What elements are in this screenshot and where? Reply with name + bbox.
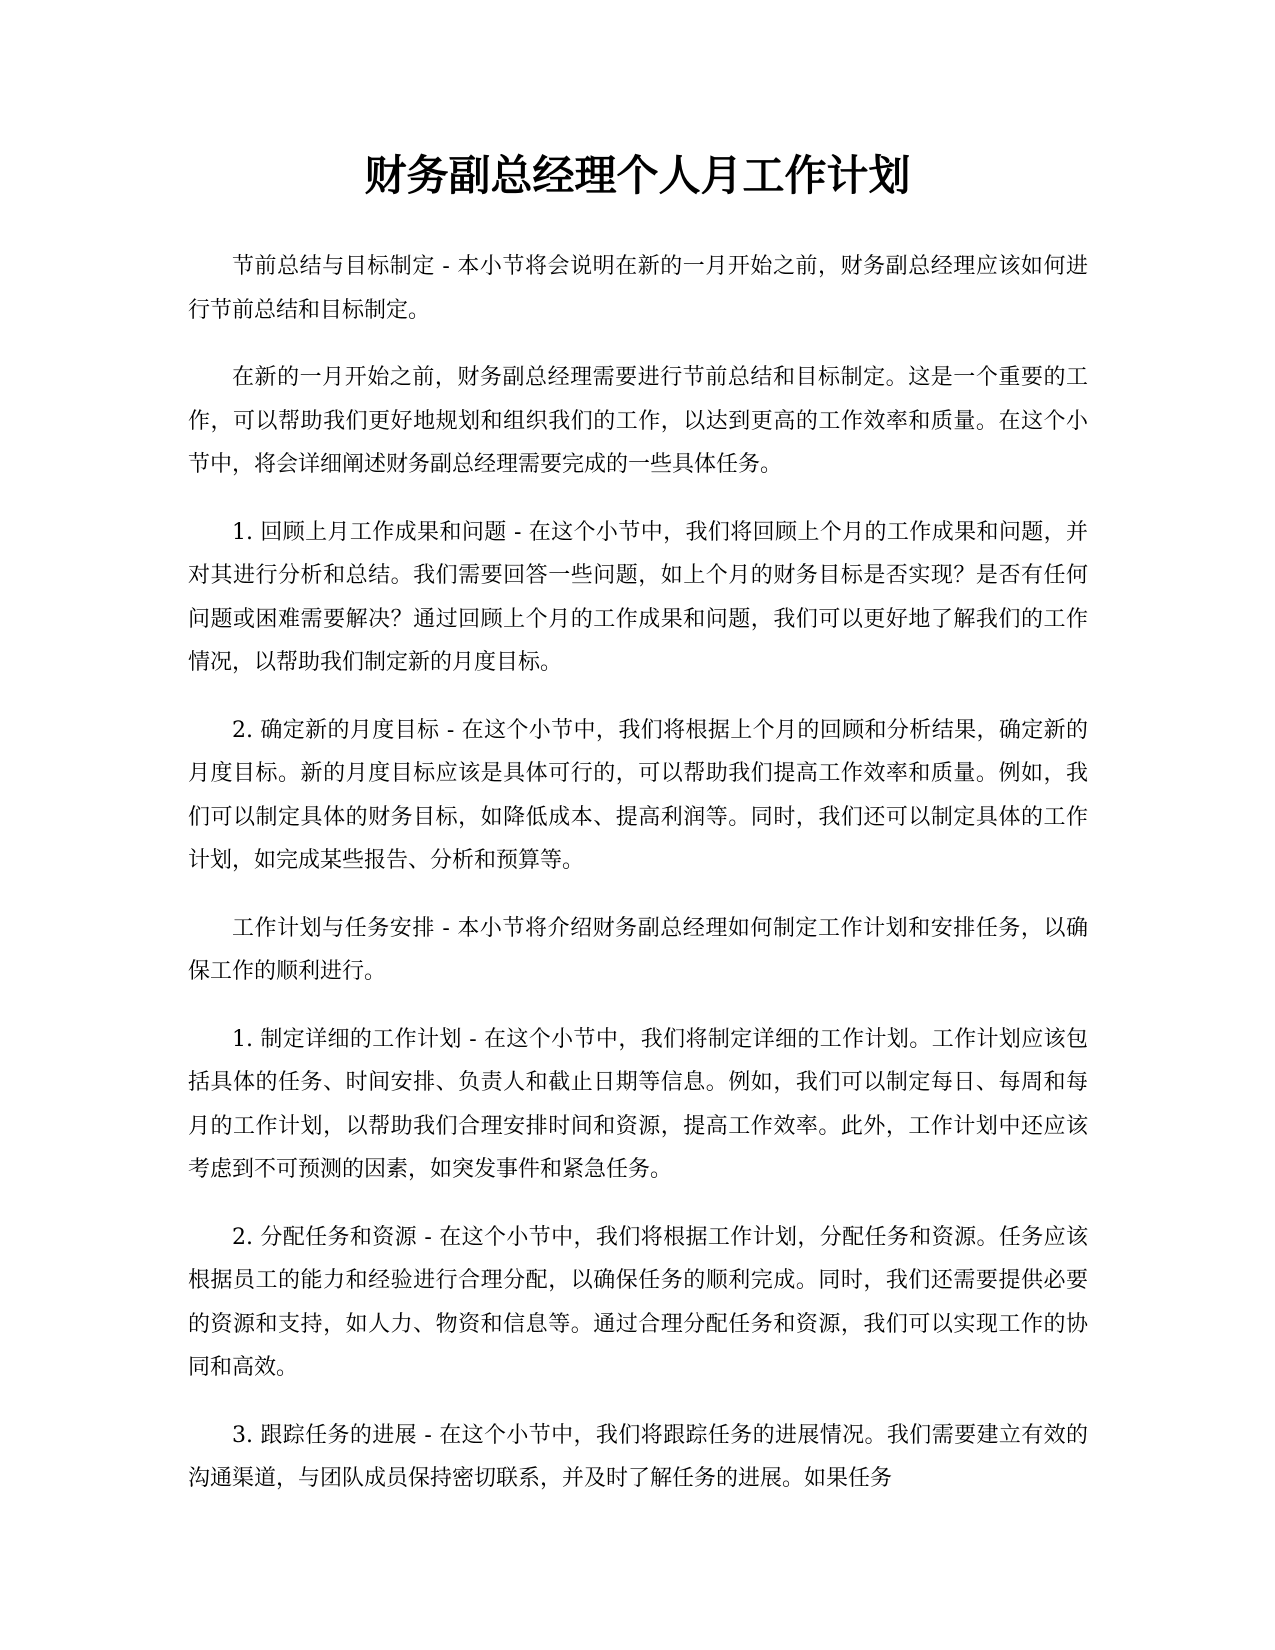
paragraph-assign-tasks: 2. 分配任务和资源 - 在这个小节中，我们将根据工作计划，分配任务和资源。任务应该根据员工的能力和经验进行合理分配，以确保任务的顺利完成。同时，我们还需要提供必要的资源和支持，如人力、物资和信息等。通过合理分配任务和资源，我们可以实现工作的协同和高效。 xyxy=(188,1224,1088,1380)
document-title: 财务副总经理个人月工作计划 xyxy=(364,151,911,200)
paragraph-review-last-month: 1. 回顾上月工作成果和问题 - 在这个小节中，我们将回顾上个月的工作成果和问题，并对其进行分析和总结。我们需要回答一些问题，如上个月的财务目标是否实现？是否有任何问题或困难需要解决？通过回顾上个月的工作成果和问题，我们可以更好地了解我们的工作情况，以帮助我们制定新的月度目标。 xyxy=(188,519,1088,675)
paragraph-plan-intro: 工作计划与任务安排 - 本小节将介绍财务副总经理如何制定工作计划和安排任务，以确保工作的顺利进行。 xyxy=(188,915,1088,984)
paragraph-detailed-plan: 1. 制定详细的工作计划 - 在这个小节中，我们将制定详细的工作计划。工作计划应该包括具体的任务、时间安排、负责人和截止日期等信息。例如，我们可以制定每日、每周和每月的工作计划，以帮助我们合理安排时间和资源，提高工作效率。此外，工作计划中还应该考虑到不可预测的因素，如突发事件和紧急任务。 xyxy=(188,1026,1088,1182)
document-body xyxy=(188,245,1088,1525)
paragraph-summary-detail: 在新的一月开始之前，财务副总经理需要进行节前总结和目标制定。这是一个重要的工作，可以帮助我们更好地规划和组织我们的工作，以达到更高的工作效率和质量。在这个小节中，将会详细阐述财务副总经理需要完成的一些具体任务。 xyxy=(188,365,1088,477)
paragraph-summary-intro: 节前总结与目标制定 - 本小节将会说明在新的一月开始之前，财务副总经理应该如何进行节前总结和目标制定。 xyxy=(188,254,1088,323)
paragraph-track-progress: 3. 跟踪任务的进展 - 在这个小节中，我们将跟踪任务的进展情况。我们需要建立有效的沟通渠道，与团队成员保持密切联系，并及时了解任务的进展。如果任务 xyxy=(188,1422,1088,1491)
paragraph-new-monthly-goals: 2. 确定新的月度目标 - 在这个小节中，我们将根据上个月的回顾和分析结果，确定新的月度目标。新的月度目标应该是具体可行的，可以帮助我们提高工作效率和质量。例如，我们可以制定具体的财务目标，如降低成本、提高利润等。同时，我们还可以制定具体的工作计划，如完成某些报告、分析和预算等。 xyxy=(188,717,1088,873)
